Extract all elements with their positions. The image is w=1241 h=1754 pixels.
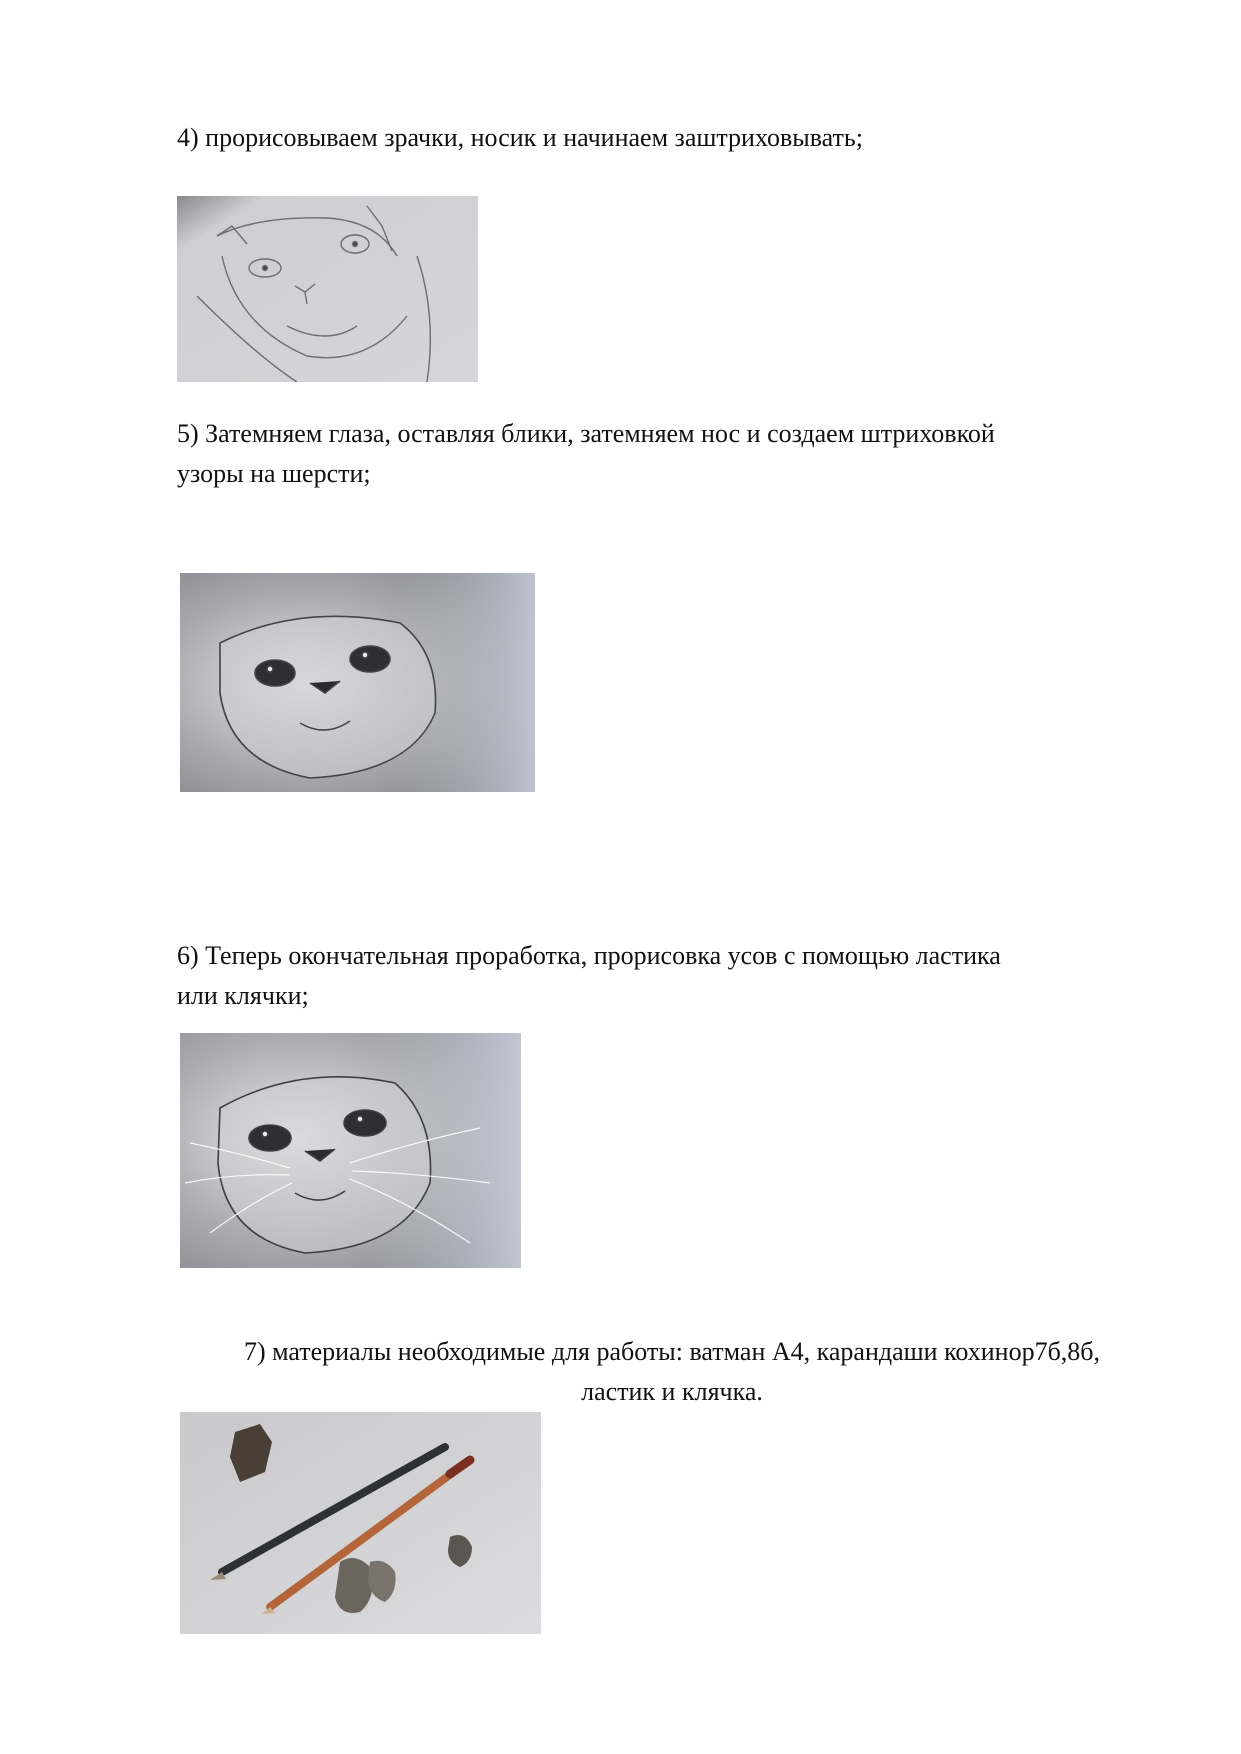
- step-5-shaded-drawing-image: [180, 573, 535, 792]
- step-7-text-line2: ластик и клячка.: [581, 1377, 763, 1406]
- step-5-text-line1: 5) Затемняем глаза, оставляя блики, затемняем нос и создаем штриховкой: [177, 419, 995, 448]
- step-6-text-line1: 6) Теперь окончательная проработка, прорисовка усов с помощью ластика: [177, 941, 1001, 970]
- step-7-materials-photo: [180, 1412, 541, 1634]
- step-5-text-line2: узоры на шерсти;: [177, 459, 371, 488]
- step-7-text-line1: 7) материалы необходимые для работы: ватман А4, карандаши кохинор7б,8б,: [243, 1337, 1101, 1366]
- step-6-text-line2: или клячки;: [177, 981, 309, 1010]
- step-6-finished-drawing-image: [180, 1033, 521, 1268]
- step-4-text: 4) прорисовываем зрачки, носик и начинаем заштриховывать;: [177, 123, 863, 152]
- step-4-sketch-image: [177, 196, 478, 382]
